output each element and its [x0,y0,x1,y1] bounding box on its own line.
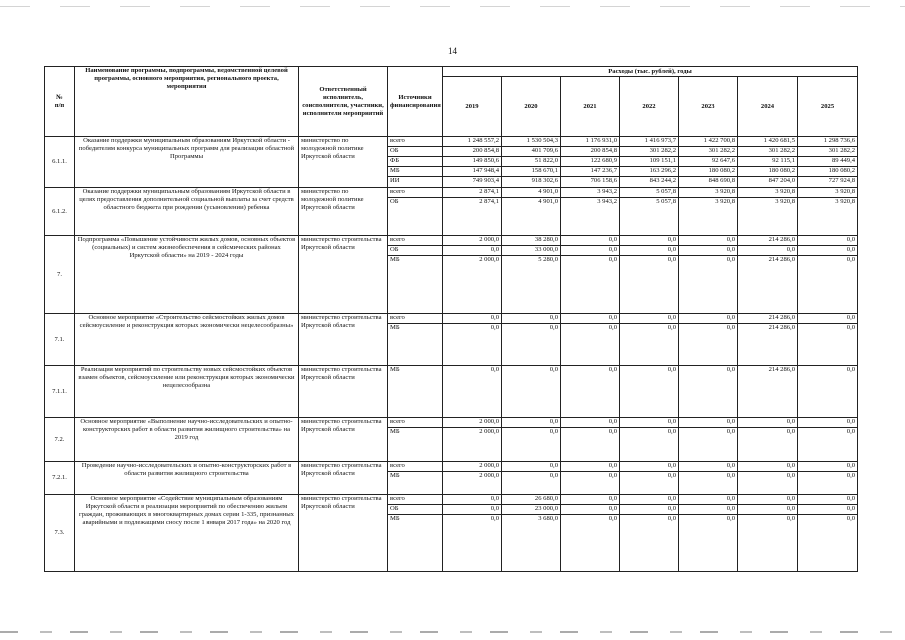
expense-value: 2 000,0 [443,428,502,462]
expense-value: 147 236,7 [561,167,620,177]
expense-value: 0,0 [561,236,620,246]
expense-value: 0,0 [798,246,858,256]
expense-value: 214 286,0 [738,366,798,418]
expense-value: 158 670,1 [502,167,561,177]
header-sources: Источники финансирования [388,67,443,137]
expense-value: 92 115,1 [738,157,798,167]
row-responsible: министерство строительства Иркутской области [299,495,388,572]
row-name: Оказание поддержки муниципальным образованиям Иркутской области в целях предоставления дополнительной социальной выплаты за счет средств областного бюджета при рождении (усыновлении) ребенка [75,188,299,236]
expense-value: 180 080,2 [738,167,798,177]
row-name: Подпрограмма «Повышение устойчивости жилых домов, основных объектов (социальных) и систем жизнеобеспечения в сейсмических районах Иркутской области» на 2019 - 2024 годы [75,236,299,314]
expense-value: 0,0 [443,314,502,324]
funding-source: МБ [388,472,443,495]
expense-value: 843 244,2 [620,177,679,188]
expense-value: 0,0 [738,515,798,572]
expense-value: 0,0 [798,462,858,472]
row-number: 6.1.2. [45,188,75,236]
table-row [45,418,858,428]
expense-value: 2 000,0 [443,462,502,472]
expense-value: 147 948,4 [443,167,502,177]
scan-artifact-bottom [0,631,905,633]
expense-value: 0,0 [679,515,738,572]
expense-value: 3 943,2 [561,188,620,198]
header-year: 2019 [443,77,502,137]
expense-value: 0,0 [679,236,738,246]
funding-source: всего [388,495,443,505]
expense-value: 0,0 [443,246,502,256]
row-name: Основное мероприятие «Содействие муниципальным образованиям Иркутской области в реализации мероприятий по обеспечению жильем граждан, проживающих в многоквартирных домах серии 1-335, признанных аварийными и подлежащими сносу после 1 января 2017 года» на 2020 год [75,495,299,572]
expense-value: 0,0 [620,472,679,495]
expense-value: 0,0 [620,314,679,324]
expense-value: 0,0 [738,462,798,472]
expense-value: 0,0 [561,515,620,572]
expense-value: 149 850,6 [443,157,502,167]
expense-value: 1 298 736,6 [798,137,858,147]
row-number: 7.2. [45,418,75,462]
expense-value: 706 158,6 [561,177,620,188]
expense-value: 0,0 [620,462,679,472]
expense-value: 0,0 [679,324,738,366]
funding-source: ОБ [388,246,443,256]
expense-value: 0,0 [561,256,620,314]
expense-value: 0,0 [620,246,679,256]
expense-value: 0,0 [620,505,679,515]
expense-value: 0,0 [679,246,738,256]
expense-value: 214 286,0 [738,236,798,246]
expense-value: 0,0 [502,418,561,428]
funding-source: МБ [388,366,443,418]
row-name: Проведение научно-исследовательских и опытно-конструкторских работ в области развития жилищного строительства [75,462,299,495]
table-row [45,137,858,147]
header-year: 2024 [738,77,798,137]
funding-source: всего [388,137,443,147]
row-name: Основное мероприятие «Выполнение научно-исследовательских и опытно-конструкторских работ в области развития жилищного строительства» на 2019 год [75,418,299,462]
expense-value: 2 874,1 [443,188,502,198]
expense-value: 0,0 [620,324,679,366]
header-year: 2020 [502,77,561,137]
expense-value: 1 416 973,7 [620,137,679,147]
expense-value: 0,0 [561,418,620,428]
expense-value: 4 901,0 [502,198,561,236]
expense-value: 0,0 [679,366,738,418]
header-name: Наименование программы, подпрограммы, ведомственной целевой программы, основного мероприятия, регионального проекта, мероприятия [75,67,299,137]
expense-value: 3 920,8 [679,198,738,236]
expense-value: 848 690,8 [679,177,738,188]
header-year: 2021 [561,77,620,137]
expense-value: 0,0 [620,366,679,418]
expense-value: 0,0 [679,256,738,314]
expense-value: 3 943,2 [561,198,620,236]
expense-value: 0,0 [561,495,620,505]
expense-value: 33 000,0 [502,246,561,256]
table-row [45,314,858,324]
table-row [45,366,858,418]
expense-value: 163 296,2 [620,167,679,177]
expense-value: 1 420 681,5 [738,137,798,147]
expense-value: 2 000,0 [443,256,502,314]
row-number: 7.2.1. [45,462,75,495]
table-row [45,188,858,198]
expense-value: 109 151,1 [620,157,679,167]
expense-value: 0,0 [738,428,798,462]
row-number: 7.1. [45,314,75,366]
scan-artifact-top [0,6,905,7]
expense-value: 0,0 [798,324,858,366]
expense-value: 0,0 [561,246,620,256]
expense-value: 918 302,6 [502,177,561,188]
expense-value: 0,0 [620,236,679,246]
funding-source: всего [388,236,443,246]
expense-value: 2 874,1 [443,198,502,236]
expense-value: 0,0 [502,314,561,324]
expense-value: 301 282,2 [738,147,798,157]
table-row [45,236,858,246]
expense-value: 0,0 [679,314,738,324]
header-expenses: Расходы (тыс. рублей), годы [443,67,858,77]
expense-value: 0,0 [738,246,798,256]
expense-value: 301 282,2 [679,147,738,157]
expense-value: 0,0 [679,462,738,472]
expense-value: 0,0 [561,472,620,495]
expense-value: 0,0 [620,428,679,462]
expense-value: 4 901,0 [502,188,561,198]
page-number: 14 [448,46,457,56]
header-num: № п/п [45,67,75,137]
expense-value: 122 680,9 [561,157,620,167]
expense-value: 0,0 [798,236,858,246]
expense-value: 23 000,0 [502,505,561,515]
funding-source: ОБ [388,147,443,157]
expense-value: 3 920,8 [738,198,798,236]
funding-source: всего [388,314,443,324]
expense-value: 0,0 [798,314,858,324]
expense-value: 200 854,8 [561,147,620,157]
expense-value: 214 286,0 [738,314,798,324]
header-responsible: Ответственный исполнитель, соисполнители, участники, исполнители мероприятий [299,67,388,137]
funding-source: МБ [388,428,443,462]
expense-value: 26 680,0 [502,495,561,505]
header-year: 2022 [620,77,679,137]
row-name: Основное мероприятие «Строительство сейсмостойких жилых домов сейсмоусиление и реконструкция которых экономически нецелесообразны» [75,314,299,366]
expense-value: 0,0 [738,505,798,515]
expense-value: 0,0 [443,515,502,572]
expense-value: 0,0 [738,418,798,428]
expense-value: 0,0 [738,495,798,505]
funding-source: МБ [388,167,443,177]
expense-value: 5 057,8 [620,198,679,236]
expense-value: 0,0 [798,472,858,495]
expense-value: 727 924,8 [798,177,858,188]
expense-value: 0,0 [798,366,858,418]
expense-value: 0,0 [561,505,620,515]
expense-value: 0,0 [679,428,738,462]
row-name: Реализация мероприятий по строительству новых сейсмостойких объектов взамен объектов, сейсмоусиление или реконструкция которых экономически нецелесообразна [75,366,299,418]
expense-value: 301 282,2 [620,147,679,157]
row-responsible: министерство строительства Иркутской области [299,314,388,366]
expense-value: 1 248 557,2 [443,137,502,147]
expense-value: 3 920,8 [738,188,798,198]
funding-source: ИИ [388,177,443,188]
expense-value: 3 920,8 [679,188,738,198]
expense-value: 0,0 [561,366,620,418]
row-responsible: министерство по молодежной политике Иркутской области [299,188,388,236]
expense-value: 0,0 [620,418,679,428]
funding-source: всего [388,462,443,472]
funding-source: ФБ [388,157,443,167]
expense-value: 0,0 [502,472,561,495]
expense-value: 0,0 [443,324,502,366]
funding-source: ОБ [388,198,443,236]
expense-value: 0,0 [798,515,858,572]
expense-value: 0,0 [798,495,858,505]
funding-source: МБ [388,324,443,366]
expense-value: 0,0 [738,472,798,495]
expense-value: 847 204,0 [738,177,798,188]
expense-value: 0,0 [561,314,620,324]
expense-value: 0,0 [561,462,620,472]
expense-value: 0,0 [561,428,620,462]
expense-value: 180 080,2 [679,167,738,177]
funding-source: всего [388,188,443,198]
row-responsible: министерство строительства Иркутской области [299,366,388,418]
expense-value: 214 286,0 [738,324,798,366]
expense-value: 0,0 [798,428,858,462]
row-responsible: министерство строительства Иркутской области [299,236,388,314]
expense-value: 301 282,2 [798,147,858,157]
expense-value: 0,0 [502,428,561,462]
expense-value: 0,0 [502,366,561,418]
expense-value: 0,0 [798,418,858,428]
expense-value: 0,0 [798,256,858,314]
header-year: 2023 [679,77,738,137]
table-body [45,137,858,572]
funding-source: ОБ [388,505,443,515]
expense-value: 2 000,0 [443,418,502,428]
expense-value: 0,0 [443,366,502,418]
expense-value: 0,0 [679,495,738,505]
row-responsible: министерство по молодежной политике Иркутской области [299,137,388,188]
row-responsible: министерство строительства Иркутской области [299,462,388,495]
expense-value: 1 530 504,3 [502,137,561,147]
expense-value: 0,0 [620,256,679,314]
funding-source: МБ [388,256,443,314]
budget-table [44,66,858,572]
header-year: 2025 [798,77,858,137]
expense-value: 180 080,2 [798,167,858,177]
expense-value: 5 057,8 [620,188,679,198]
expense-value: 200 854,8 [443,147,502,157]
expense-value: 2 000,0 [443,472,502,495]
expense-value: 0,0 [679,418,738,428]
expense-value: 0,0 [798,505,858,515]
row-number: 7. [45,236,75,314]
funding-source: всего [388,418,443,428]
row-responsible: министерство строительства Иркутской области [299,418,388,462]
expense-value: 0,0 [620,495,679,505]
expense-value: 0,0 [443,505,502,515]
expense-value: 3 920,8 [798,188,858,198]
expense-value: 0,0 [679,472,738,495]
table-row [45,462,858,472]
expense-value: 89 449,4 [798,157,858,167]
expense-value: 1 422 700,8 [679,137,738,147]
expense-value: 0,0 [620,515,679,572]
expense-value: 0,0 [679,505,738,515]
expense-value: 0,0 [502,324,561,366]
expense-value: 0,0 [561,324,620,366]
expense-value: 749 903,4 [443,177,502,188]
expense-value: 2 000,0 [443,236,502,246]
funding-source: МБ [388,515,443,572]
row-name: Оказание поддержки муниципальным образованиям Иркутской области - победителям конкурса муниципальных программ для реализации областной Программы [75,137,299,188]
expense-value: 5 280,0 [502,256,561,314]
table-row [45,495,858,505]
expense-value: 3 680,0 [502,515,561,572]
expense-value: 401 709,6 [502,147,561,157]
expense-value: 1 176 931,0 [561,137,620,147]
expense-value: 92 647,6 [679,157,738,167]
row-number: 7.1.1. [45,366,75,418]
expense-value: 38 280,0 [502,236,561,246]
expense-value: 51 822,0 [502,157,561,167]
row-number: 6.1.1. [45,137,75,188]
expense-value: 0,0 [443,495,502,505]
expense-value: 0,0 [502,462,561,472]
expense-value: 3 920,8 [798,198,858,236]
row-number: 7.3. [45,495,75,572]
expense-value: 214 286,0 [738,256,798,314]
